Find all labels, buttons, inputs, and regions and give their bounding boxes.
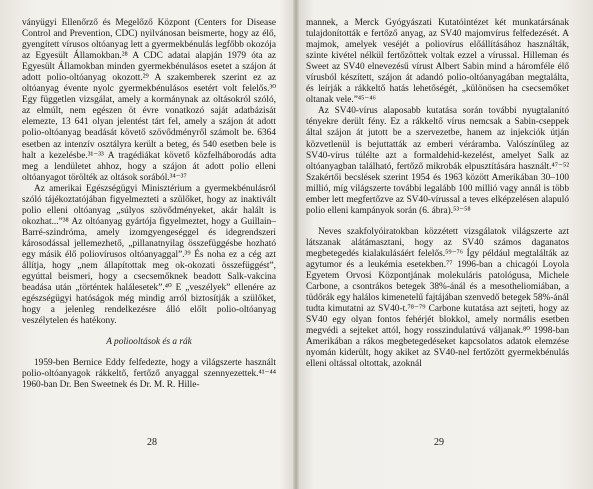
left-paragraph-1: ványügyi Ellenőrző és Megelőző Központ (Centers for Disease Control and Prevention, CDC) nyilvánosan beismerte, hogy az élő, gyengített vírusos oltóanyag lett a gyermekbénulás legfőbb okozója az Egyesült Államokban.²⁸ A CDC adatai alapján 1979 óta az Egyesült Államokban minden gyermekbénulásos esetet a szájon át adott polio-oltóanyag okozott.²⁹ A szakemberek szerint ez az oltóanyag évente nyolc gyermekbénulásos esetért volt felelős.³⁰ Egy független vizsgálat, amely a kormánynak az oltásokról szóló, az elmúlt, nem egészen öt évre vonatkozó saját adatbázisát elemezte, 13 641 olyan jelentést tárt fel, amely a szájon át adott polio-oltóanyag beadását követő szövődményről számolt be. 6364 esetben az intenzív osztályra került a beteg, és 540 esetben bele is halt a kezelésbe.³¹⁻³³ A tragédiákat követő közfelháborodás adta meg a lendületet ahhoz, hogy a szájon át adott polio elleni oltóanyagot törölték az oltások sorából.³⁴⁻³⁷: [22, 18, 276, 183]
left-paragraph-2: Az amerikai Egészségügyi Minisztérium a gyermekbénulásról szóló tájékoztatójában figyelmezteti a szülőket, hogy az inaktivált polio elleni oltóanyag „súlyos szövődményeket, akár halált is okozhat...”³⁸ Az oltóanyag gyártója figyelmeztet, hogy a Guillain–Barré-szindróma, amely izomgyengeséggel és idegrendszeri károsodással jellemezhető, „pillanatnyilag összefüggésbe hozható egy másik élő poliovírusos oltóanyaggal”.³⁹ És noha ez a cég azt állítja, hogy „nem állapítottak meg ok-okozati összefüggést”, egyúttal beismeri, hogy a csecsemőknek beadott Salk-vakcina beadása után „történtek halálesetek”.⁴⁰ E „veszélyek” ellenére az egészségügyi hatóságok még mindig arról biztosítják a szülőket, hogy a jelenleg rendelkezésre álló előlt polio-oltóanyag veszélytelen és hatékony.: [22, 183, 276, 327]
section-heading: A poliooltások és a rák: [106, 337, 192, 348]
left-page: [22, 18, 276, 392]
right-paragraph-2: Az SV40-vírus alaposabb kutatása során további nyugtalanító tényekre derült fény. Ez a rákkeltő vírus nemcsak a Sabin-cseppek által szájon át jutott be a szervezetbe, hanem az injekciók útján közvetlenül is bejuttatták az emberi véráramba. Valószínűleg az SV40-vírus túlélte azt a formaldehid-kezelést, amelyet Salk az oltóanyagban található, fertőző mikrobák elpusztítására használt.⁴⁷⁻⁵² Szakértői becslések szerint 1954 és 1963 között Amerikában 30–100 millió, míg világszerte további legalább 100 millió vagy annál is több ember lett megfertőzve az SV40-vírussal a teves elképzelésen alapuló polio elleni kampányok során (6. ábra).⁵³⁻⁵⁸: [306, 106, 569, 216]
paragraph-gap: [306, 217, 569, 227]
page-number-right: 29: [434, 437, 444, 448]
page-number-left: 28: [147, 437, 157, 448]
right-paragraph-1: mannek, a Merck Gyógyászati Kutatóintézet két munkatársának tulajdonították e fertőző anyag, az SV40 majomvírus felfedezését. A majmok, amelyek veséjét a poliovírus előállításához használták, szinte kivétel nélkül fertőzöttek voltak ezzel a vírussal. Hilleman és Sweet az SV40 elnevezésű vírust Albert Sabin mind a háromféle élő vírusból készített, szájon át adandó polio-oltóanyagában megtalálta, és leírják a rákkeltő hatás lehetőségét, „különösen ha csecsemőket oltanak vele.”⁴⁵⁻⁴⁶: [306, 18, 569, 106]
book-gutter: [293, 0, 299, 489]
right-page: [306, 18, 569, 370]
right-paragraph-3: Neves szakfolyóiratokban közzétett vizsgálatok világszerte azt látszanak alátámasztani, hogy az SV40 számos daganatos megbetegedés kialakulásáért felelős.⁵⁹⁻⁷⁶ Így például megtalálták az agytumor és a leukémia esetekben.⁷⁷ 1996-ban a chicagói Loyola Egyetem Orvosi Központjának molekuláris patológusa, Michele Carbone, a csontrákos betegek 38%-ánál és a mesotheliomiában, a tüdőrák egy halálos kimenetelű fajtájában szenvedő betegek 58%-ánál tudta kimutatni az SV40-t.⁷⁸⁻⁷⁹ Carbone kutatása azt sejteti, hogy az SV40 egy olyan fontos fehérjét blokkol, amely normális esetben megvédi a sejteket attól, hogy rosszindulatúvá váljanak.⁸⁰ 1998-ban Amerikában a rákos megbetegedéseket kapcsolatos adatok elemzése nyomán kiderült, hogy akiket az SV40-nel fertőzött gyermekbénulás elleni oltással oltottak, azoknál: [306, 226, 569, 370]
left-paragraph-3: 1959-ben Bernice Eddy felfedezte, hogy a világszerte használt polio-oltóanyagok rákkeltő, fertőző anyaggal szennyezettek.⁴¹⁻⁴⁴ 1960-ban Dr. Ben Sweetnek és Dr. M. R. Hille-: [22, 358, 276, 391]
